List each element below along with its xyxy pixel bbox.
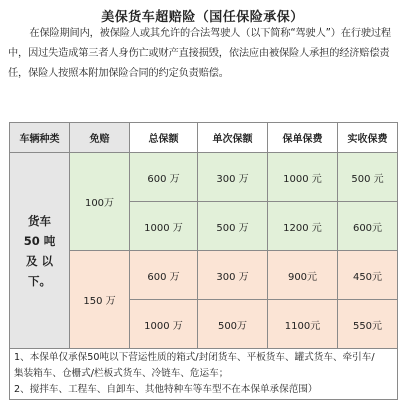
actual-premium-cell: 500 元 [338,153,398,202]
policy-premium-cell: 1200 元 [268,202,338,251]
policy-premium-cell: 900元 [268,251,338,300]
header-policy-premium: 保单保费 [268,123,338,153]
table-row [10,153,398,202]
deductible-cell: 100万 [70,153,130,251]
single-coverage-cell: 300 万 [198,153,268,202]
table-header-row [10,123,398,153]
actual-premium-cell: 550元 [338,300,398,349]
header-total-coverage: 总保额 [130,123,198,153]
single-coverage-cell: 500 万 [198,202,268,251]
vehicle-line: 及 以 [25,253,53,268]
total-coverage-cell: 1000 万 [130,300,198,349]
vehicle-line: 下。 [28,273,51,288]
actual-premium-cell: 600元 [338,202,398,251]
total-coverage-cell: 1000 万 [130,202,198,251]
note-line: 1、本保单仅承保50吨以下营运性质的箱式/封闭货车、平板货车、罐式货车、牵引车/ [14,352,375,363]
vehicle-type-cell [10,153,70,349]
policy-premium-cell: 1000 元 [268,153,338,202]
premium-table [9,122,398,400]
vehicle-line: 货车 [28,213,51,228]
page-title: 美保货车超赔险（国任保险承保） [101,10,304,25]
single-coverage-cell: 300 万 [198,251,268,300]
single-coverage-cell: 500万 [198,300,268,349]
note-line: 2、搅拌车、工程车、自卸车、其他特种车等车型不在本保单承保范围） [14,384,318,395]
notes-row [10,349,398,400]
total-coverage-cell: 600 万 [130,153,198,202]
intro-paragraph: 在保险期间内，被保险人或其允许的合法驾驶人（以下简称“驾驶人”）在行驶过程中，因过失造成第三者人身伤亡或财产直接损毁，依法应由被保险人承担的经济赔偿责任，保险人按照本附加保险合同的约定负责赔偿。 [8,28,391,79]
actual-premium-cell: 450元 [338,251,398,300]
header-vehicle-type: 车辆种类 [10,123,70,153]
vehicle-line: 50 吨 [23,233,56,248]
header-deductible: 免赔 [70,123,130,153]
total-coverage-cell: 600 万 [130,251,198,300]
header-actual-premium: 实收保费 [338,123,398,153]
header-single-coverage: 单次保额 [198,123,268,153]
notes-cell [10,349,398,400]
policy-premium-cell: 1100元 [268,300,338,349]
note-line: 集装箱车、仓栅式/栏板式货车、冷链车、危运车； [14,368,229,379]
deductible-cell: 150 万 [70,251,130,349]
